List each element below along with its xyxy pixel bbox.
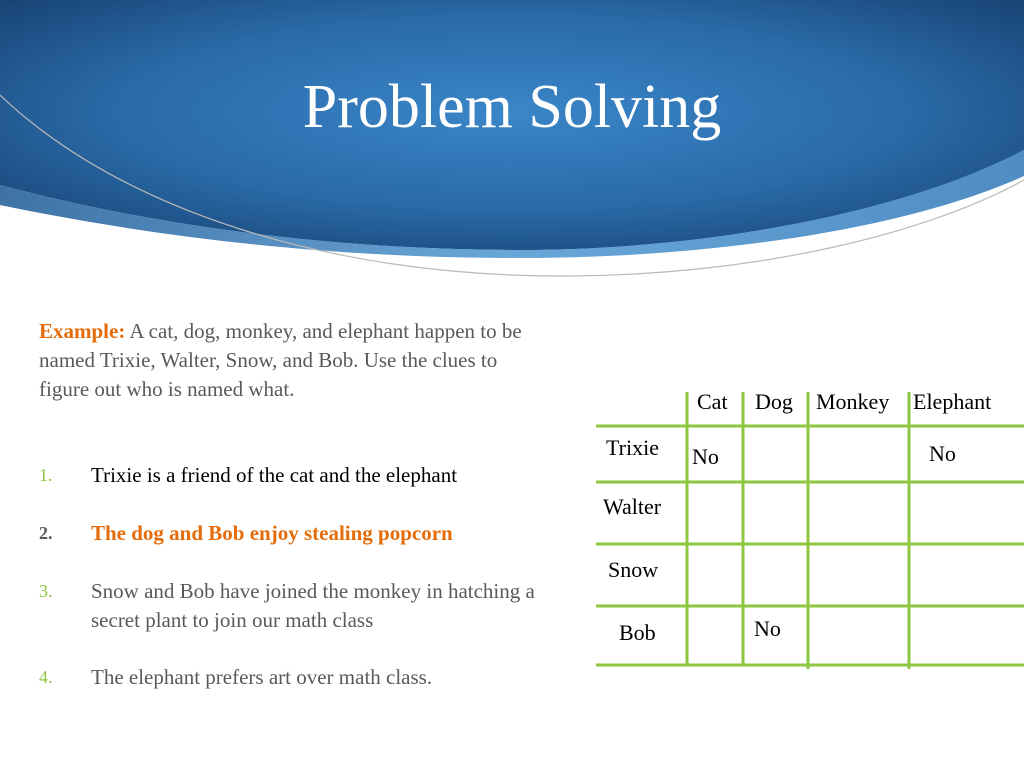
mark-trixie-elephant: No [929,441,956,466]
slide-title: Problem Solving [302,73,722,141]
row-label-walter: Walter [603,494,662,519]
mark-trixie-cat: No [692,444,719,469]
clue-4 [39,663,559,692]
column-header-monkey: Monkey [816,389,890,414]
column-header-elephant: Elephant [913,389,992,414]
column-header-cat: Cat [697,389,728,414]
example-label: Example: [39,319,126,343]
row-label-snow: Snow [608,557,659,582]
clue-3-number: 3. [39,581,53,601]
example-text: A cat, dog, monkey, and elephant happen to be named Trixie, Walter, Snow, and Bob. Use the clues to figure out who is named what. [39,319,522,401]
row-label-trixie: Trixie [606,435,659,460]
clue-2-text: The dog and Bob enjoy stealing popcorn [91,521,453,545]
clue-4-number: 4. [39,667,53,687]
column-header-dog: Dog [755,389,793,414]
clue-2 [39,519,559,548]
clue-4-text: The elephant prefers art over math class. [91,665,433,689]
title-banner [0,0,1024,290]
clue-2-number: 2. [39,523,53,543]
clue-3 [39,577,559,635]
logic-grid [596,386,1024,676]
clue-1-text: Trixie is a friend of the cat and the elephant [91,463,458,487]
example-paragraph [39,317,529,404]
clue-1 [39,461,559,490]
mark-bob-dog: No [754,616,781,641]
clue-3-text: Snow and Bob have joined the monkey in hatching a secret plant to join our math class [91,579,535,632]
row-label-bob: Bob [619,620,656,645]
clue-1-number: 1. [39,465,53,485]
grid-lines [596,386,1024,676]
